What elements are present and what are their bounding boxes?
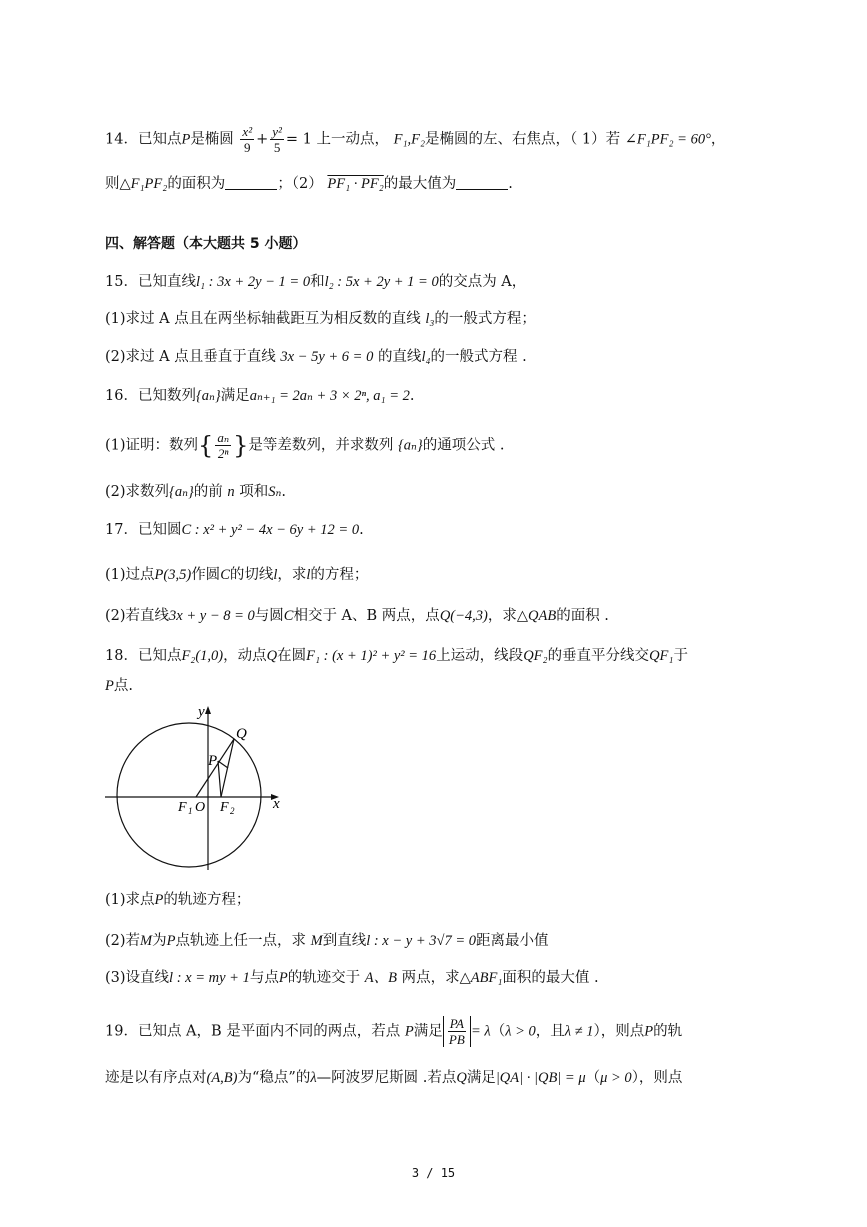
point-p: P — [278, 970, 288, 986]
segment-pf2 — [218, 761, 221, 797]
q14-text: 则 — [105, 176, 120, 192]
y-axis-arrow — [205, 706, 211, 714]
q18-figure — [100, 700, 290, 875]
q17-text: 作圆 — [191, 567, 221, 583]
q18-text: 面积的最大值 . — [502, 970, 599, 986]
q15-text: 的交点为 A， — [438, 274, 527, 290]
q15-text: 的直线 — [377, 349, 422, 365]
circle-c-equation: C : x² + y² − 4x − 6y + 12 = 0 — [181, 522, 360, 538]
point-p: P — [166, 933, 176, 949]
q16-text: 的通项公式 . — [422, 437, 505, 454]
triangle-qab: △QAB — [516, 608, 557, 624]
q17-text: 相交于 A、B 两点，点 — [293, 608, 440, 624]
answer-blank-1[interactable] — [225, 175, 277, 190]
q18-text: 18．已知点 — [105, 648, 182, 664]
lambda-condition: λ > 0 — [505, 1023, 536, 1040]
q16-text: (1)证明：数列 — [105, 437, 199, 454]
q19-text: 迹是以有序点对 — [105, 1070, 207, 1086]
q14-text: 是椭圆 — [190, 131, 234, 148]
q19-text: ），则点 — [631, 1070, 683, 1086]
point-m: M — [140, 933, 153, 949]
label-p: P — [208, 753, 218, 769]
q16-part-2 — [105, 480, 286, 501]
q19-text: 为“稳点”的 — [237, 1070, 311, 1086]
label-f1-sub: 1 — [188, 806, 193, 816]
q18-text: 到直线 — [322, 933, 367, 949]
q16-text: (2)求数列 — [105, 484, 170, 500]
left-brace: { — [198, 431, 214, 460]
q19-text: 的轨 — [653, 1023, 683, 1040]
q16-text: 是等差数列，并求数列 — [248, 437, 394, 454]
q18-text: 的轨迹交于 — [287, 970, 361, 986]
sequence-an: {aₙ} — [169, 484, 194, 500]
q15-part-1 — [105, 307, 536, 328]
label-x: x — [273, 796, 280, 812]
q18-text: (2)若 — [105, 933, 141, 949]
lambda-not-one: λ ≠ 1 — [564, 1023, 594, 1040]
tangent-l: l — [273, 567, 278, 583]
lambda-value: = λ — [470, 1023, 491, 1040]
q17-text: 的面积 . — [556, 608, 609, 624]
label-o: O — [195, 800, 206, 815]
n-var: n — [227, 484, 235, 500]
q17-text: . — [359, 522, 364, 538]
section-heading: 四、解答题（本大题共 5 小题） — [105, 236, 307, 252]
q17-text: 17．已知圆 — [105, 522, 182, 538]
segment-qf1: QF₁ — [649, 648, 674, 664]
q19-text: 满足 — [413, 1023, 443, 1040]
point-p: P — [105, 678, 114, 694]
q15-text: 的一般式方程 . — [430, 349, 527, 365]
page-number: 3 / 15 — [411, 1166, 456, 1180]
q16-text: . — [409, 388, 415, 404]
label-q: Q — [236, 726, 247, 742]
q14-text: ；（2） — [277, 176, 323, 192]
product-condition: |QA| · |QB| = μ — [495, 1070, 586, 1086]
points-ab: A、B — [364, 970, 398, 986]
q15-line-1 — [105, 270, 526, 291]
q14-text: 的面积为 — [167, 176, 226, 192]
q19-text: 满足 — [466, 1070, 496, 1086]
point-p: P(3,5) — [154, 567, 192, 583]
q16-text: 的前 — [193, 484, 223, 500]
q17-part-1 — [105, 563, 368, 584]
q15-text: 的一般式方程； — [434, 311, 536, 327]
q18-text: 点轨迹上任一点，求 — [175, 933, 306, 949]
q18-text: 的垂直平分线交 — [547, 648, 650, 664]
ellipse-fraction-x: $\frac{\text{x²}}{9}$ — [242, 124, 253, 155]
lambda: λ — [310, 1070, 317, 1086]
line-equation: 3x + y − 8 = 0 — [169, 608, 255, 624]
q14-point-p: P — [181, 131, 191, 148]
circle-c: C — [283, 608, 294, 624]
q18-text: 与点 — [249, 970, 279, 986]
answer-blank-2[interactable] — [456, 175, 508, 190]
q18-line-2 — [105, 674, 133, 695]
label-f2-sub: 2 — [230, 806, 235, 816]
point-m: M — [310, 933, 323, 949]
circle-f1 — [117, 723, 261, 867]
line-equation: 3x − 5y + 6 = 0 — [280, 349, 374, 365]
q18-text: 在圆 — [277, 648, 307, 664]
tangent-l: l — [306, 567, 311, 583]
foci-label: F₁,F₂ — [393, 131, 426, 148]
q15-part-2 — [105, 345, 527, 366]
angle-condition: ∠F₁PF₂ = 60° — [624, 131, 711, 148]
q14-line-1 — [105, 124, 725, 155]
q15-text: 和 — [310, 274, 325, 290]
q18-part-3 — [105, 966, 599, 987]
ordered-pair-ab: (A,B) — [206, 1070, 238, 1086]
q17-line-1 — [105, 518, 364, 539]
recurrence: aₙ₊₁ = 2aₙ + 3 × 2ⁿ, a₁ = 2 — [249, 388, 410, 404]
q18-text: (1)求点 — [105, 892, 155, 908]
q16-text: 满足 — [220, 388, 250, 404]
sum-sn: Sₙ — [268, 484, 282, 500]
line-l1: l₁ : 3x + 2y − 1 = 0 — [195, 274, 311, 290]
ellipse-fraction-y: $\frac{\text{y²}}{5}$ — [272, 124, 282, 155]
q17-text: (2)若直线 — [105, 608, 170, 624]
q18-part-1 — [105, 888, 250, 909]
q14-text: 上一动点， — [316, 131, 390, 148]
q19-text: —阿波罗尼斯圆 .若点 — [316, 1070, 457, 1086]
ratio-abs: $\frac{PA}{PB}$ — [443, 1016, 471, 1047]
q19-text: ，且 — [535, 1023, 565, 1040]
q18-text: 的轨迹方程； — [163, 892, 251, 908]
q18-text: 距离最小值 — [476, 933, 549, 949]
q18-part-2 — [105, 929, 549, 950]
q18-text: (3)设直线 — [105, 970, 170, 986]
q15-text: 15．已知直线 — [105, 274, 196, 290]
q14-text: . — [508, 176, 513, 192]
line-l: l : x − y + 3√7 = 0 — [366, 933, 476, 949]
q16-part-1 — [105, 430, 504, 461]
line-l3: l₃ — [425, 311, 435, 327]
line-l4: l₄ — [421, 349, 431, 365]
dot-product: PF₁ · PF₂ — [327, 176, 384, 192]
q17-text: (1)过点 — [105, 567, 155, 583]
point-p: P — [644, 1023, 654, 1040]
label-y: y — [198, 704, 205, 720]
q19-text: （ — [585, 1070, 601, 1086]
q14-text: 是椭圆的左、右焦点，（ 1）若 — [425, 131, 621, 148]
q19-text: 19．已知点 A，B 是平面内不同的两点，若点 — [105, 1023, 401, 1040]
sequence-an: {aₙ} — [195, 388, 221, 404]
q18-line-1 — [105, 644, 688, 665]
q17-part-2 — [105, 604, 609, 625]
q19-text: ），则点 — [593, 1023, 645, 1040]
q14-text: ， — [710, 131, 726, 148]
q18-text: 两点，求 — [401, 970, 460, 986]
point-f2: F₂(1,0) — [181, 648, 224, 664]
ellipse-plus: + — [256, 131, 269, 148]
q17-text: 与圆 — [254, 608, 284, 624]
q17-text: ，求 — [487, 608, 517, 624]
ellipse-rhs: = 1 — [285, 131, 312, 148]
q14-number: 14． — [105, 131, 138, 148]
q16-text: . — [281, 484, 286, 500]
triangle-abf1: △ABF₁ — [459, 970, 503, 986]
right-brace: } — [233, 431, 249, 460]
q14-text: 已知点 — [137, 131, 182, 148]
q16-text: 16．已知数列 — [105, 388, 196, 404]
q17-text: 的切线 — [229, 567, 274, 583]
q19-line-2 — [105, 1066, 682, 1087]
mu-condition: μ > 0 — [600, 1070, 632, 1086]
q18-text: 上运动，线段 — [436, 648, 524, 664]
label-f2: F — [220, 800, 229, 815]
q15-text: (2)求过 A 点且垂直于直线 — [105, 349, 276, 365]
point-p: P — [404, 1023, 414, 1040]
sequence-an: {aₙ} — [398, 437, 423, 454]
point-q: Q(−4,3) — [439, 608, 488, 624]
line-l-param: l : x = my + 1 — [169, 970, 250, 986]
q19-line-1 — [105, 1016, 682, 1047]
q16-line-1 — [105, 384, 415, 405]
q14-line-2 — [105, 172, 513, 193]
q19-text: （ — [490, 1023, 506, 1040]
q18-text: 于 — [673, 648, 688, 664]
sequence-fraction: $\frac{\text{aₙ}}{\text{2ⁿ}}$ — [217, 430, 230, 461]
circle-f1-equation: F₁ : (x + 1)² + y² = 16 — [306, 648, 437, 664]
q18-text: ，动点 — [223, 648, 267, 664]
point-q: Q — [266, 648, 278, 664]
q16-text: 项和 — [239, 484, 269, 500]
label-f1: F — [178, 800, 187, 815]
perpendicular-bisector — [218, 761, 228, 768]
triangle-label: △F₁PF₂ — [119, 176, 168, 192]
q14-text: 的最大值为 — [383, 176, 457, 192]
circle-c: C — [220, 567, 230, 583]
point-q: Q — [456, 1070, 467, 1086]
segment-qf2: QF₂ — [523, 648, 548, 664]
q18-text: 点. — [113, 678, 133, 694]
line-l2: l₂ : 5x + 2y + 1 = 0 — [324, 274, 439, 290]
q18-text: 为 — [152, 933, 167, 949]
point-p: P — [154, 892, 164, 908]
q15-text: (1)求过 A 点且在两坐标轴截距互为相反数的直线 — [105, 311, 421, 327]
q17-text: 的方程； — [310, 567, 369, 583]
q17-text: ，求 — [277, 567, 307, 583]
